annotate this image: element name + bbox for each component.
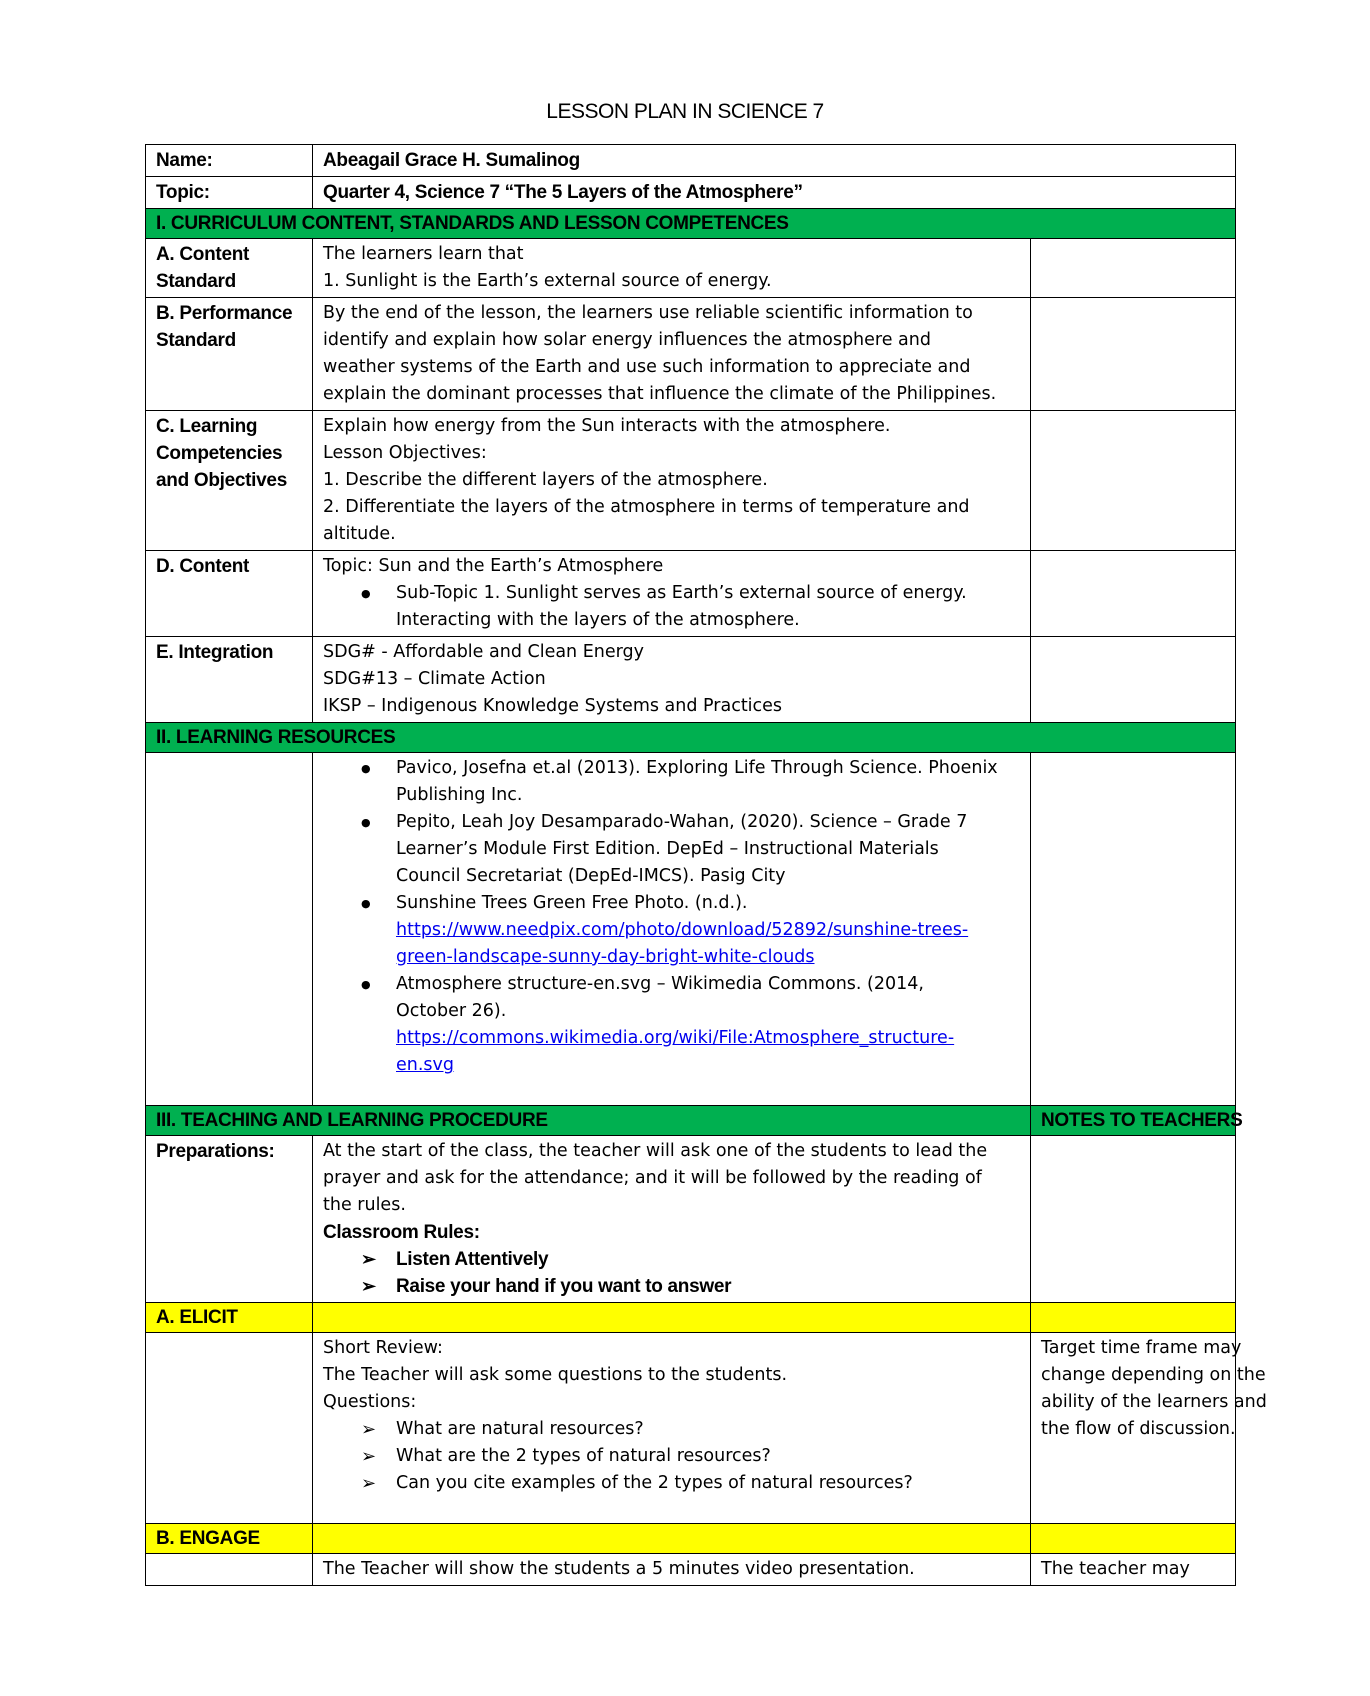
section-curriculum-header	[146, 209, 1236, 239]
arrow-bullet-icon: ➢	[361, 1419, 377, 1440]
engage-header-row	[146, 1524, 1236, 1554]
integration-label: E. Integration	[146, 637, 313, 723]
preparations-text: At the start of the class, the teacher will ask one of the students to lead the prayer and ask for the attendance; and it will be followed by the reading of the rules. Classroom Rules: ➢ Listen Attentively ➢ Raise your hand if you want to answer	[313, 1136, 1031, 1303]
content-label: D. Content	[146, 551, 313, 637]
content-text: Topic: Sun and the Earth’s Atmosphere ● Sub-Topic 1. Sunlight serves as Earth’s external source of energy. Interacting with the layers of the atmosphere.	[313, 551, 1031, 637]
competencies-text: Explain how energy from the Sun interacts with the atmosphere. Lesson Objectives: 1. Describe the different layers of the atmosphere. 2. Differentiate the layers of the atmosphere in terms of temperature and altitude.	[313, 411, 1031, 551]
needpix-link[interactable]: https://www.needpix.com/photo/download/52892/sunshine-trees-	[396, 920, 969, 940]
elicit-header-empty	[313, 1303, 1031, 1333]
list-item: ➢ Can you cite examples of the 2 types of natural resources?	[323, 1470, 1021, 1497]
arrow-bullet-icon: ➢	[361, 1446, 377, 1467]
content-standard-notes	[1031, 239, 1236, 298]
name-value: Abeagail Grace H. Sumalinog	[313, 145, 1236, 177]
notes-to-teachers-header: NOTES TO TEACHERS	[1031, 1106, 1236, 1136]
performance-standard-label: B. Performance Standard	[146, 298, 313, 411]
engage-header-notes	[1031, 1524, 1236, 1554]
elicit-header-notes	[1031, 1303, 1236, 1333]
lesson-plan-table	[145, 144, 1267, 1586]
elicit-label: A. ELICIT	[146, 1303, 313, 1333]
topic-row	[146, 177, 1236, 209]
section-curriculum-title: I. CURRICULUM CONTENT, STANDARDS AND LESSON COMPETENCES	[146, 209, 1236, 239]
integration-notes	[1031, 637, 1236, 723]
list-item: ● Sub-Topic 1. Sunlight serves as Earth’s external source of energy.	[323, 580, 1021, 607]
integration-row	[146, 637, 1236, 723]
list-item: ➢ What are natural resources?	[323, 1416, 1021, 1443]
preparations-row	[146, 1136, 1236, 1303]
elicit-notes: Target time frame may change depending on the ability of the learners and the flow of discussion.	[1031, 1333, 1236, 1524]
competencies-label: C. Learning Competencies and Objectives	[146, 411, 313, 551]
content-standard-label: A. Content Standard	[146, 239, 313, 298]
needpix-link-cont[interactable]: green-landscape-sunny-day-bright-white-clouds	[396, 947, 815, 967]
elicit-header-row	[146, 1303, 1236, 1333]
performance-standard-notes	[1031, 298, 1236, 411]
section-procedure-title: III. TEACHING AND LEARNING PROCEDURE	[146, 1106, 1031, 1136]
competencies-row	[146, 411, 1236, 551]
resources-label-empty	[146, 753, 313, 1106]
wikimedia-link-cont[interactable]: en.svg	[396, 1055, 455, 1075]
list-item: ➢ Raise your hand if you want to answer	[323, 1273, 1021, 1300]
content-standard-row	[146, 239, 1236, 298]
performance-standard-text: By the end of the lesson, the learners use reliable scientific information to identify and explain how solar energy influences the atmosphere and weather systems of the Earth and use such information to appreciate and explain the dominant processes that influence the climate of the Philippines.	[313, 298, 1031, 411]
resources-list: ● Pavico, Josefna et.al (2013). Exploring Life Through Science. Phoenix Publishing Inc. ● Pepito, Leah Joy Desamparado-Wahan, (2020). Science – Grade 7 Learner’s Module First Edition. DepEd – Instructional Materials Council Secretariat (DepEd-IMCS). Pasig City ● Sunshine Trees Green Free Photo. (n.d.). https://www.needpix.com/photo/download/52892/sunshine-trees- green-landscape-sunny-day-bright-white-clouds ● Atmosphere structure-en.svg – Wikimedia Commons. (2014, October 26). https://commons.wikimedia.org/wiki/File:Atmosphere_structure- en.svg	[313, 753, 1031, 1106]
integration-text: SDG# - Affordable and Clean Energy SDG#13 – Climate Action IKSP – Indigenous Knowledge Systems and Practices	[313, 637, 1031, 723]
lesson-plan-table-wrapper	[145, 144, 1267, 1586]
elicit-label-empty	[146, 1333, 313, 1524]
list-item: ● Pavico, Josefna et.al (2013). Exploring Life Through Science. Phoenix	[323, 755, 1021, 782]
elicit-text: Short Review: The Teacher will ask some questions to the students. Questions: ➢ What are natural resources? ➢ What are the 2 types of natural resources? ➢ Can you cite examples of the 2 types of natural resources?	[313, 1333, 1031, 1524]
content-row	[146, 551, 1236, 637]
engage-label: B. ENGAGE	[146, 1524, 313, 1554]
list-item: ● Atmosphere structure-en.svg – Wikimedia Commons. (2014,	[323, 971, 1021, 998]
engage-label-empty	[146, 1554, 313, 1586]
content-standard-text: The learners learn that 1. Sunlight is the Earth’s external source of energy.	[313, 239, 1031, 298]
section-procedure-header	[146, 1106, 1236, 1136]
section-resources-header	[146, 723, 1236, 753]
list-item: ➢ What are the 2 types of natural resources?	[323, 1443, 1021, 1470]
topic-label: Topic:	[146, 177, 313, 209]
engage-text: The Teacher will show the students a 5 minutes video presentation.	[313, 1554, 1031, 1586]
list-item: ➢ Listen Attentively	[323, 1246, 1021, 1273]
section-resources-title: II. LEARNING RESOURCES	[146, 723, 1236, 753]
list-item: ● Sunshine Trees Green Free Photo. (n.d.).	[323, 890, 1021, 917]
page-title: LESSON PLAN IN SCIENCE 7	[546, 100, 824, 123]
list-item: ● Pepito, Leah Joy Desamparado-Wahan, (2020). Science – Grade 7	[323, 809, 1021, 836]
elicit-row	[146, 1333, 1236, 1524]
wikimedia-link[interactable]: https://commons.wikimedia.org/wiki/File:Atmosphere_structure-	[396, 1028, 955, 1048]
content-notes	[1031, 551, 1236, 637]
engage-header-empty	[313, 1524, 1031, 1554]
name-row	[146, 145, 1236, 177]
preparations-label: Preparations:	[146, 1136, 313, 1303]
resources-row	[146, 753, 1236, 1106]
arrow-bullet-icon: ➢	[361, 1249, 376, 1269]
performance-standard-row	[146, 298, 1236, 411]
classroom-rules-title: Classroom Rules:	[323, 1222, 480, 1243]
engage-notes: The teacher may	[1031, 1554, 1236, 1586]
engage-row	[146, 1554, 1236, 1586]
arrow-bullet-icon: ➢	[361, 1473, 377, 1494]
arrow-bullet-icon: ➢	[361, 1276, 376, 1296]
preparations-notes	[1031, 1136, 1236, 1303]
competencies-notes	[1031, 411, 1236, 551]
resources-notes	[1031, 753, 1236, 1106]
name-label: Name:	[146, 145, 313, 177]
topic-value: Quarter 4, Science 7 “The 5 Layers of the Atmosphere”	[313, 177, 1236, 209]
